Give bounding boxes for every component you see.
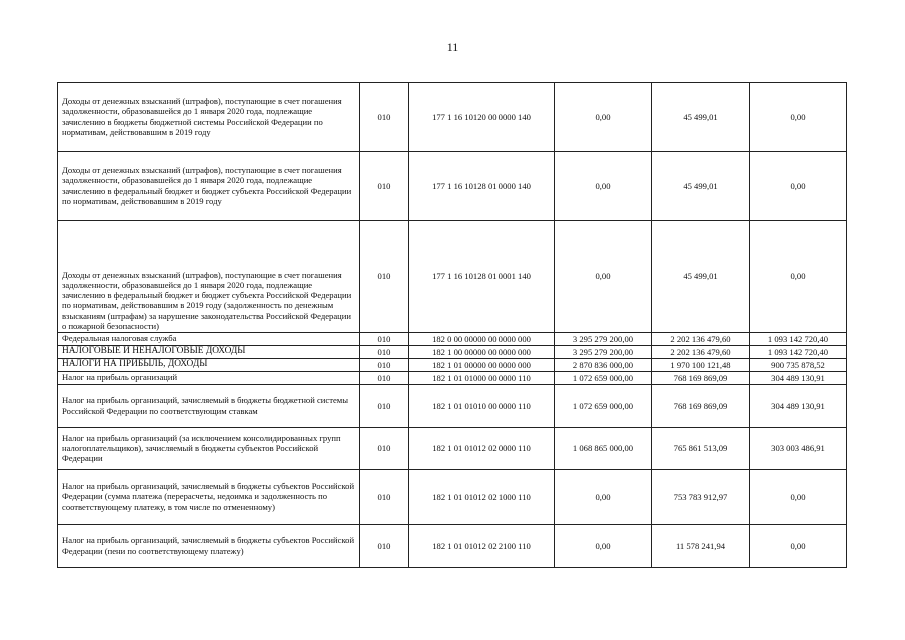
table-row — [58, 372, 847, 385]
row-rest: 0,00 — [750, 470, 847, 525]
row-fact: 768 169 869,09 — [652, 385, 750, 428]
row-plan: 0,00 — [555, 525, 652, 568]
table-row — [58, 470, 847, 525]
row-plan: 1 072 659 000,00 — [555, 372, 652, 385]
row-code: 010 — [360, 221, 409, 333]
row-kbk: 182 1 01 01012 02 0000 110 — [409, 428, 555, 470]
row-fact: 45 499,01 — [652, 83, 750, 152]
row-rest: 0,00 — [750, 83, 847, 152]
row-code: 010 — [360, 372, 409, 385]
row-fact: 2 202 136 479,60 — [652, 346, 750, 359]
row-code: 010 — [360, 359, 409, 372]
row-name: Налог на прибыль организаций (за исключением консолидированных групп налогоплательщиков), зачисляемый в бюджеты субъектов Российской Федерации — [58, 428, 360, 470]
row-rest: 303 003 486,91 — [750, 428, 847, 470]
row-kbk: 182 1 01 01000 00 0000 110 — [409, 372, 555, 385]
row-kbk: 177 1 16 10128 01 0001 140 — [409, 221, 555, 333]
row-plan: 0,00 — [555, 83, 652, 152]
row-fact: 45 499,01 — [652, 152, 750, 221]
row-fact: 2 202 136 479,60 — [652, 333, 750, 346]
row-fact: 11 578 241,94 — [652, 525, 750, 568]
row-rest: 0,00 — [750, 221, 847, 333]
row-plan: 0,00 — [555, 152, 652, 221]
revenue-table — [57, 82, 847, 568]
table-row — [58, 359, 847, 372]
table-row — [58, 525, 847, 568]
row-name: НАЛОГОВЫЕ И НЕНАЛОГОВЫЕ ДОХОДЫ — [58, 346, 360, 359]
row-fact: 1 970 100 121,48 — [652, 359, 750, 372]
row-kbk: 182 1 01 01012 02 2100 110 — [409, 525, 555, 568]
row-kbk: 182 1 01 01012 02 1000 110 — [409, 470, 555, 525]
table-row — [58, 428, 847, 470]
row-plan: 1 068 865 000,00 — [555, 428, 652, 470]
row-name: Налог на прибыль организаций, зачисляемый в бюджеты бюджетной системы Российской Федерации по соответствующим ставкам — [58, 385, 360, 428]
table-row — [58, 83, 847, 152]
row-code: 010 — [360, 428, 409, 470]
row-fact: 753 783 912,97 — [652, 470, 750, 525]
row-rest: 1 093 142 720,40 — [750, 346, 847, 359]
row-code: 010 — [360, 470, 409, 525]
row-plan: 3 295 279 200,00 — [555, 346, 652, 359]
row-rest: 1 093 142 720,40 — [750, 333, 847, 346]
row-name: НАЛОГИ НА ПРИБЫЛЬ, ДОХОДЫ — [58, 359, 360, 372]
row-rest: 900 735 878,52 — [750, 359, 847, 372]
row-code: 010 — [360, 346, 409, 359]
table-row — [58, 346, 847, 359]
row-name: Доходы от денежных взысканий (штрафов), поступающие в счет погашения задолженности, образовавшейся до 1 января 2020 года, подлежащие зачислению в федеральный бюджет и бюджет субъекта Российской Федерации по нормативам, действовавшим в 2019 году (задолженность по денежным взысканиям (штрафам) за нарушение законодательства Российской Федерации о пожарной безопасности) — [58, 221, 360, 333]
row-fact: 768 169 869,09 — [652, 372, 750, 385]
row-code: 010 — [360, 152, 409, 221]
row-kbk: 182 1 01 00000 00 0000 000 — [409, 359, 555, 372]
row-plan: 0,00 — [555, 470, 652, 525]
row-rest: 304 489 130,91 — [750, 372, 847, 385]
row-name: Налог на прибыль организаций — [58, 372, 360, 385]
row-name: Доходы от денежных взысканий (штрафов), поступающие в счет погашения задолженности, образовавшейся до 1 января 2020 года, подлежащие зачислению в бюджеты бюджетной системы Российской Федерации по нормативам, действовавшим в 2019 году — [58, 83, 360, 152]
row-fact: 765 861 513,09 — [652, 428, 750, 470]
row-rest: 304 489 130,91 — [750, 385, 847, 428]
row-plan: 2 870 836 000,00 — [555, 359, 652, 372]
row-kbk: 182 0 00 00000 00 0000 000 — [409, 333, 555, 346]
row-code: 010 — [360, 525, 409, 568]
row-kbk: 182 1 01 01010 00 0000 110 — [409, 385, 555, 428]
row-name: Федеральная налоговая служба — [58, 333, 360, 346]
row-rest: 0,00 — [750, 152, 847, 221]
row-plan: 1 072 659 000,00 — [555, 385, 652, 428]
row-rest: 0,00 — [750, 525, 847, 568]
row-code: 010 — [360, 83, 409, 152]
table-row — [58, 221, 847, 333]
table-row — [58, 333, 847, 346]
page-number: 11 — [446, 40, 459, 54]
row-code: 010 — [360, 385, 409, 428]
row-name: Налог на прибыль организаций, зачисляемый в бюджеты субъектов Российской Федерации (сумма платежа (перерасчеты, недоимка и задолженность по соответствующему платежу, в том числе по отмененному) — [58, 470, 360, 525]
row-fact: 45 499,01 — [652, 221, 750, 333]
row-name: Доходы от денежных взысканий (штрафов), поступающие в счет погашения задолженности, образовавшейся до 1 января 2020 года, подлежащие зачислению в федеральный бюджет и бюджет субъекта Российской Федерации по нормативам, действовавшим в 2019 году — [58, 152, 360, 221]
row-kbk: 182 1 00 00000 00 0000 000 — [409, 346, 555, 359]
row-code: 010 — [360, 333, 409, 346]
row-kbk: 177 1 16 10128 01 0000 140 — [409, 152, 555, 221]
table-row — [58, 385, 847, 428]
row-plan: 3 295 279 200,00 — [555, 333, 652, 346]
row-name: Налог на прибыль организаций, зачисляемый в бюджеты субъектов Российской Федерации (пени по соответствующему платежу) — [58, 525, 360, 568]
row-kbk: 177 1 16 10120 00 0000 140 — [409, 83, 555, 152]
table-row — [58, 152, 847, 221]
row-plan: 0,00 — [555, 221, 652, 333]
